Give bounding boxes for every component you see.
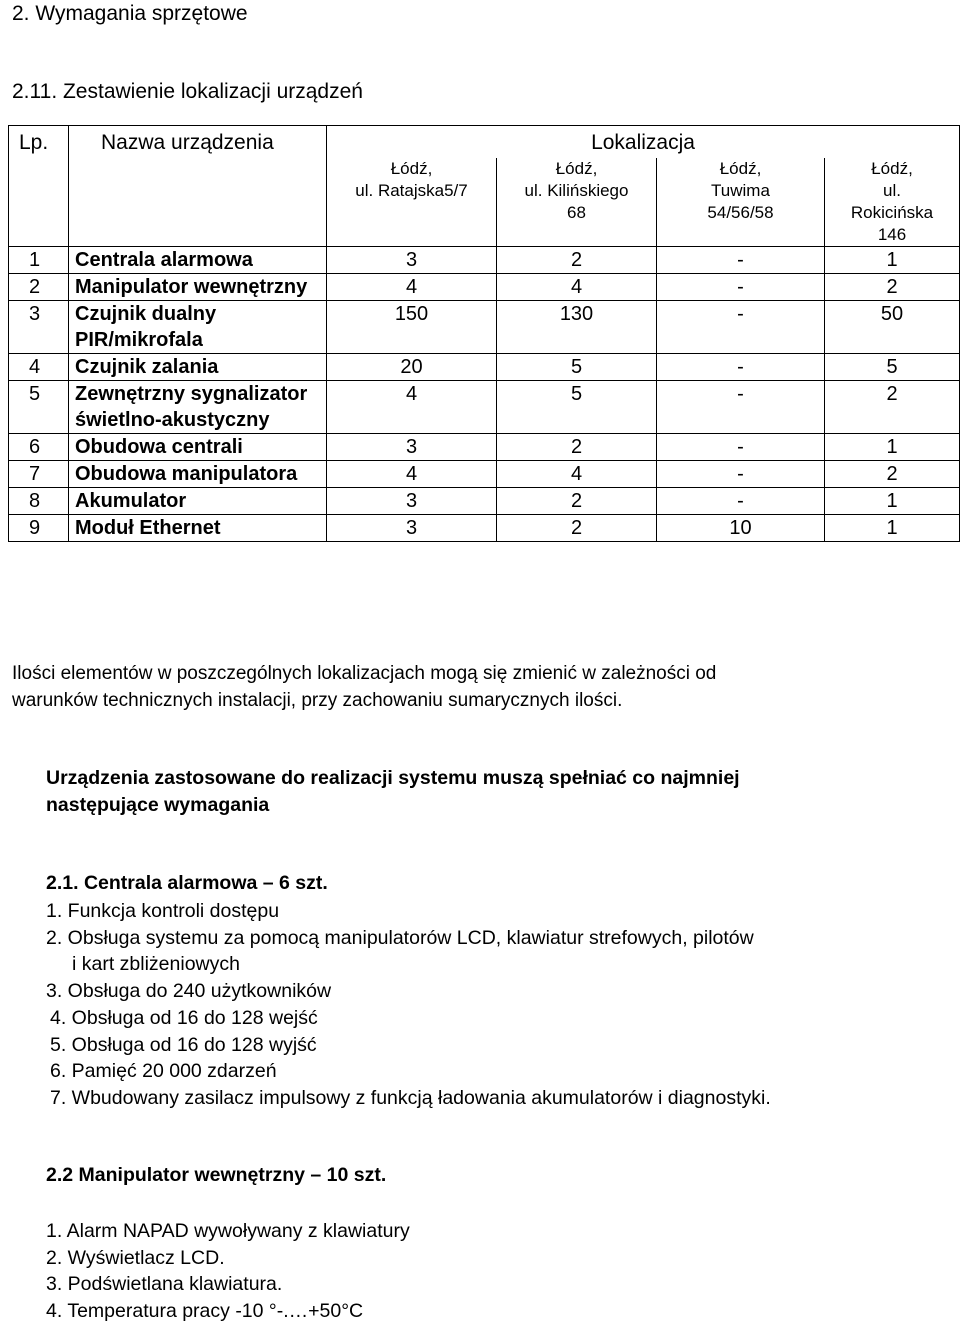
- location-line: Łódź,: [871, 158, 913, 178]
- centrala-requirements-list: [46, 898, 771, 1112]
- row-number: 7: [9, 460, 69, 487]
- list-item: 3. Podświetlana klawiatura.: [46, 1273, 283, 1296]
- header-device-name: Nazwa urządzenia: [69, 126, 327, 247]
- qty-kilinskiego: 2: [497, 246, 657, 273]
- device-name: Czujnik dualny PIR/mikrofala: [69, 300, 327, 353]
- qty-kilinskiego: 2: [497, 433, 657, 460]
- requirements-line: następujące wymagania: [46, 794, 270, 816]
- list-item: 1. Funkcja kontroli dostępu: [46, 900, 280, 922]
- qty-tuwima: -: [657, 300, 825, 353]
- qty-rokicinska: 1: [825, 433, 960, 460]
- section-heading: 2. Wymagania sprzętowe: [12, 2, 248, 25]
- device-name: Zewnętrzny sygnalizator świetlno-akustyczny: [69, 380, 327, 433]
- location-line: 54/56/58: [707, 202, 774, 222]
- row-number: 2: [9, 273, 69, 300]
- location-line: Łódź,: [555, 158, 598, 178]
- device-name: Obudowa centrali: [69, 433, 327, 460]
- qty-kilinskiego: 2: [497, 487, 657, 514]
- qty-rokicinska: 2: [825, 460, 960, 487]
- subsection-heading: 2.11. Zestawienie lokalizacji urządzeń: [12, 80, 363, 103]
- location-line: 146: [877, 224, 907, 244]
- location-line: ul.: [883, 180, 901, 200]
- qty-rokicinska: 1: [825, 487, 960, 514]
- qty-tuwima: -: [657, 246, 825, 273]
- list-item: 7. Wbudowany zasilacz impulsowy z funkcją ładowania akumulatorów i diagnostyki.: [50, 1086, 771, 1109]
- qty-kilinskiego: 5: [497, 353, 657, 380]
- table-row: [9, 487, 960, 514]
- section-title-manipulator: 2.2 Manipulator wewnętrzny – 10 szt.: [46, 1164, 387, 1186]
- location-line: Łódź,: [390, 158, 433, 178]
- row-number: 1: [9, 246, 69, 273]
- qty-tuwima: -: [657, 380, 825, 433]
- table-row: [9, 300, 960, 353]
- location-line: Łódź,: [719, 158, 762, 178]
- list-item: 4. Temperatura pracy -10 °-.…+50°C: [46, 1300, 364, 1323]
- qty-ratajska: 3: [327, 433, 497, 460]
- qty-kilinskiego: 130: [497, 300, 657, 353]
- qty-ratajska: 3: [327, 487, 497, 514]
- qty-tuwima: -: [657, 433, 825, 460]
- device-name: Akumulator: [69, 487, 327, 514]
- list-item-continuation: i kart zbliżeniowych: [72, 953, 240, 976]
- qty-kilinskiego: 2: [497, 514, 657, 541]
- device-name: Manipulator wewnętrzny: [69, 273, 327, 300]
- table-row: [9, 433, 960, 460]
- qty-rokicinska: 5: [825, 353, 960, 380]
- table-header-row: [9, 126, 960, 158]
- device-name: Obudowa manipulatora: [69, 460, 327, 487]
- row-number: 4: [9, 353, 69, 380]
- qty-ratajska: 3: [327, 246, 497, 273]
- qty-tuwima: -: [657, 460, 825, 487]
- location-line: Tuwima: [711, 180, 770, 200]
- section-title-centrala: 2.1. Centrala alarmowa – 6 szt.: [46, 872, 328, 894]
- qty-ratajska: 4: [327, 380, 497, 433]
- qty-rokicinska: 50: [825, 300, 960, 353]
- qty-kilinskiego: 5: [497, 380, 657, 433]
- list-item: 2. Obsługa systemu za pomocą manipulatorów LCD, klawiatur strefowych, pilotów: [46, 926, 754, 949]
- row-number: 5: [9, 380, 69, 433]
- device-name: Moduł Ethernet: [69, 514, 327, 541]
- note-line: Ilości elementów w poszczególnych lokalizacjach mogą się zmienić w zależności od: [12, 663, 717, 684]
- qty-ratajska: 150: [327, 300, 497, 353]
- location-line: ul. Ratajska5/7: [355, 180, 468, 200]
- device-name: Czujnik zalania: [69, 353, 327, 380]
- row-number: 6: [9, 433, 69, 460]
- list-item: 5. Obsługa od 16 do 128 wyjść: [50, 1033, 317, 1056]
- list-item: 4. Obsługa od 16 do 128 wejść: [50, 1006, 318, 1029]
- row-number: 8: [9, 487, 69, 514]
- requirements-line: Urządzenia zastosowane do realizacji systemu muszą spełniać co najmniej: [46, 767, 740, 789]
- qty-rokicinska: 1: [825, 246, 960, 273]
- table-row: [9, 460, 960, 487]
- location-line: 68: [567, 202, 586, 222]
- qty-kilinskiego: 4: [497, 273, 657, 300]
- qty-ratajska: 4: [327, 273, 497, 300]
- row-number: 9: [9, 514, 69, 541]
- qty-ratajska: 4: [327, 460, 497, 487]
- list-item: 3. Obsługa do 240 użytkowników: [46, 980, 332, 1003]
- list-item: 1. Alarm NAPAD wywoływany z klawiatury: [46, 1220, 410, 1242]
- manipulator-requirements-list: [46, 1218, 410, 1325]
- location-line: ul. Kilińskiego: [524, 180, 629, 200]
- quantity-note: [12, 660, 716, 714]
- table-row: [9, 514, 960, 541]
- note-line: warunków technicznych instalacji, przy zachowaniu sumarycznych ilości.: [12, 690, 623, 711]
- header-lp: Lp.: [9, 126, 69, 247]
- qty-rokicinska: 2: [825, 380, 960, 433]
- table-row: [9, 353, 960, 380]
- location-ratajska: [327, 158, 497, 247]
- device-name: Centrala alarmowa: [69, 246, 327, 273]
- qty-tuwima: -: [657, 353, 825, 380]
- location-table: [8, 125, 960, 542]
- location-kilinskiego: [497, 158, 657, 247]
- requirements-intro: [46, 765, 740, 819]
- qty-tuwima: 10: [657, 514, 825, 541]
- list-item: 2. Wyświetlacz LCD.: [46, 1246, 225, 1269]
- qty-ratajska: 20: [327, 353, 497, 380]
- qty-kilinskiego: 4: [497, 460, 657, 487]
- location-line: Rokicińska: [850, 202, 934, 222]
- location-rokicinska: [825, 158, 960, 247]
- table-row: [9, 380, 960, 433]
- list-item: 6. Pamięć 20 000 zdarzeń: [50, 1060, 277, 1083]
- table-row: [9, 273, 960, 300]
- qty-rokicinska: 1: [825, 514, 960, 541]
- qty-tuwima: -: [657, 487, 825, 514]
- qty-tuwima: -: [657, 273, 825, 300]
- row-number: 3: [9, 300, 69, 353]
- header-location: Lokalizacja: [327, 126, 960, 158]
- location-tuwima: [657, 158, 825, 247]
- qty-ratajska: 3: [327, 514, 497, 541]
- qty-rokicinska: 2: [825, 273, 960, 300]
- table-row: [9, 246, 960, 273]
